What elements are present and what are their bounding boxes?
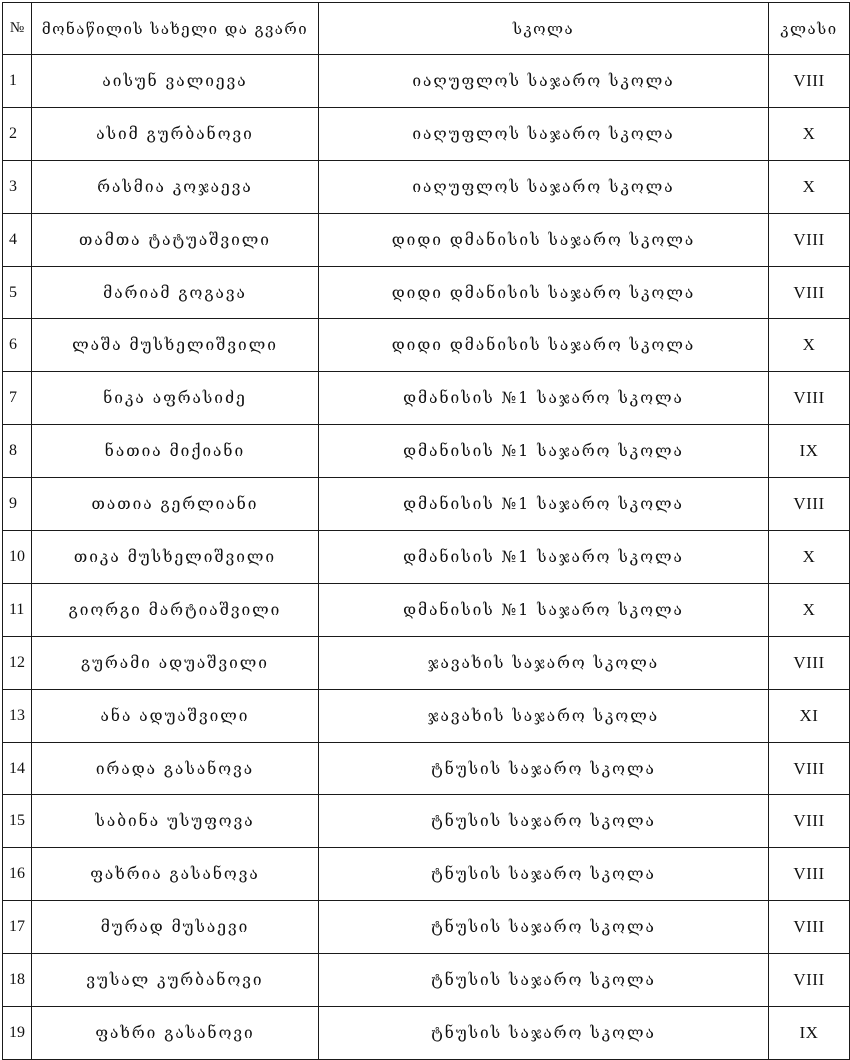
row-number: 5	[3, 266, 32, 319]
table-body	[3, 55, 850, 1060]
header-class: კლასი	[769, 3, 850, 55]
school-name: ტნუსის საჯარო სკოლა	[319, 1007, 769, 1060]
row-number: 7	[3, 372, 32, 425]
class-grade: VIII	[769, 372, 850, 425]
participant-name: მურად მუსაევი	[32, 901, 319, 954]
table-row	[3, 583, 850, 636]
participant-name: გიორგი მარტიაშვილი	[32, 583, 319, 636]
participant-name: თიკა მუსხელიშვილი	[32, 531, 319, 584]
class-grade: X	[769, 160, 850, 213]
participant-name: საბინა უსუფოვა	[32, 795, 319, 848]
table-row	[3, 372, 850, 425]
table-row	[3, 478, 850, 531]
school-name: დიდი დმანისის საჯარო სკოლა	[319, 319, 769, 372]
participant-name: რასმია კოჯაევა	[32, 160, 319, 213]
table-row	[3, 107, 850, 160]
participant-name: თათია გერლიანი	[32, 478, 319, 531]
class-grade: VIII	[769, 795, 850, 848]
school-name: იაღუფლოს საჯარო სკოლა	[319, 55, 769, 108]
school-name: დმანისის №1 საჯარო სკოლა	[319, 372, 769, 425]
school-name: ტნუსის საჯარო სკოლა	[319, 901, 769, 954]
row-number: 18	[3, 954, 32, 1007]
class-grade: X	[769, 319, 850, 372]
participant-name: გურამი ადუაშვილი	[32, 636, 319, 689]
row-number: 6	[3, 319, 32, 372]
header-school: სკოლა	[319, 3, 769, 55]
class-grade: VIII	[769, 954, 850, 1007]
school-name: იაღუფლოს საჯარო სკოლა	[319, 160, 769, 213]
table-row	[3, 160, 850, 213]
participant-name: ვუსალ კურბანოვი	[32, 954, 319, 1007]
row-number: 13	[3, 689, 32, 742]
school-name: ტნუსის საჯარო სკოლა	[319, 795, 769, 848]
school-name: ჯავახის საჯარო სკოლა	[319, 689, 769, 742]
class-grade: VIII	[769, 266, 850, 319]
row-number: 8	[3, 425, 32, 478]
header-name: მონაწილის სახელი და გვარი	[32, 3, 319, 55]
row-number: 4	[3, 213, 32, 266]
participant-name: თამთა ტატუაშვილი	[32, 213, 319, 266]
school-name: დმანისის №1 საჯარო სკოლა	[319, 583, 769, 636]
class-grade: IX	[769, 1007, 850, 1060]
school-name: დიდი დმანისის საჯარო სკოლა	[319, 266, 769, 319]
participant-name: ფახრია გასანოვა	[32, 848, 319, 901]
school-name: დიდი დმანისის საჯარო სკოლა	[319, 213, 769, 266]
table-row	[3, 742, 850, 795]
class-grade: VIII	[769, 636, 850, 689]
participant-name: ლაშა მუსხელიშვილი	[32, 319, 319, 372]
table-row	[3, 425, 850, 478]
school-name: ტნუსის საჯარო სკოლა	[319, 742, 769, 795]
row-number: 1	[3, 55, 32, 108]
row-number: 12	[3, 636, 32, 689]
table-row	[3, 901, 850, 954]
row-number: 14	[3, 742, 32, 795]
participants-table	[2, 2, 850, 1060]
table-row	[3, 319, 850, 372]
school-name: დმანისის №1 საჯარო სკოლა	[319, 531, 769, 584]
participant-name: აისუნ ვალიევა	[32, 55, 319, 108]
school-name: ჯავახის საჯარო სკოლა	[319, 636, 769, 689]
participant-name: ფახრი გასანოვი	[32, 1007, 319, 1060]
class-grade: X	[769, 583, 850, 636]
table-row	[3, 213, 850, 266]
table-row	[3, 636, 850, 689]
table-header	[3, 3, 850, 55]
participant-name: ნიკა აფრასიძე	[32, 372, 319, 425]
school-name: დმანისის №1 საჯარო სკოლა	[319, 478, 769, 531]
table-row	[3, 55, 850, 108]
table-row	[3, 266, 850, 319]
row-number: 19	[3, 1007, 32, 1060]
class-grade: X	[769, 107, 850, 160]
participant-name: ნათია მიქიანი	[32, 425, 319, 478]
school-name: ტნუსის საჯარო სკოლა	[319, 954, 769, 1007]
school-name: დმანისის №1 საჯარო სკოლა	[319, 425, 769, 478]
row-number: 15	[3, 795, 32, 848]
table-row	[3, 795, 850, 848]
row-number: 16	[3, 848, 32, 901]
table-row	[3, 848, 850, 901]
row-number: 9	[3, 478, 32, 531]
class-grade: VIII	[769, 742, 850, 795]
row-number: 3	[3, 160, 32, 213]
participant-name: ასიმ გურბანოვი	[32, 107, 319, 160]
row-number: 11	[3, 583, 32, 636]
class-grade: IX	[769, 425, 850, 478]
school-name: ტნუსის საჯარო სკოლა	[319, 848, 769, 901]
class-grade: XI	[769, 689, 850, 742]
participant-name: ანა ადუაშვილი	[32, 689, 319, 742]
school-name: იაღუფლოს საჯარო სკოლა	[319, 107, 769, 160]
participant-name: მარიამ გოგავა	[32, 266, 319, 319]
class-grade: VIII	[769, 55, 850, 108]
row-number: 2	[3, 107, 32, 160]
class-grade: X	[769, 531, 850, 584]
participant-name: ირადა გასანოვა	[32, 742, 319, 795]
table-row	[3, 954, 850, 1007]
header-number: №	[3, 3, 32, 55]
row-number: 17	[3, 901, 32, 954]
class-grade: VIII	[769, 213, 850, 266]
row-number: 10	[3, 531, 32, 584]
table-row	[3, 531, 850, 584]
class-grade: VIII	[769, 478, 850, 531]
table-row	[3, 1007, 850, 1060]
class-grade: VIII	[769, 848, 850, 901]
header-row	[3, 3, 850, 55]
table-row	[3, 689, 850, 742]
class-grade: VIII	[769, 901, 850, 954]
